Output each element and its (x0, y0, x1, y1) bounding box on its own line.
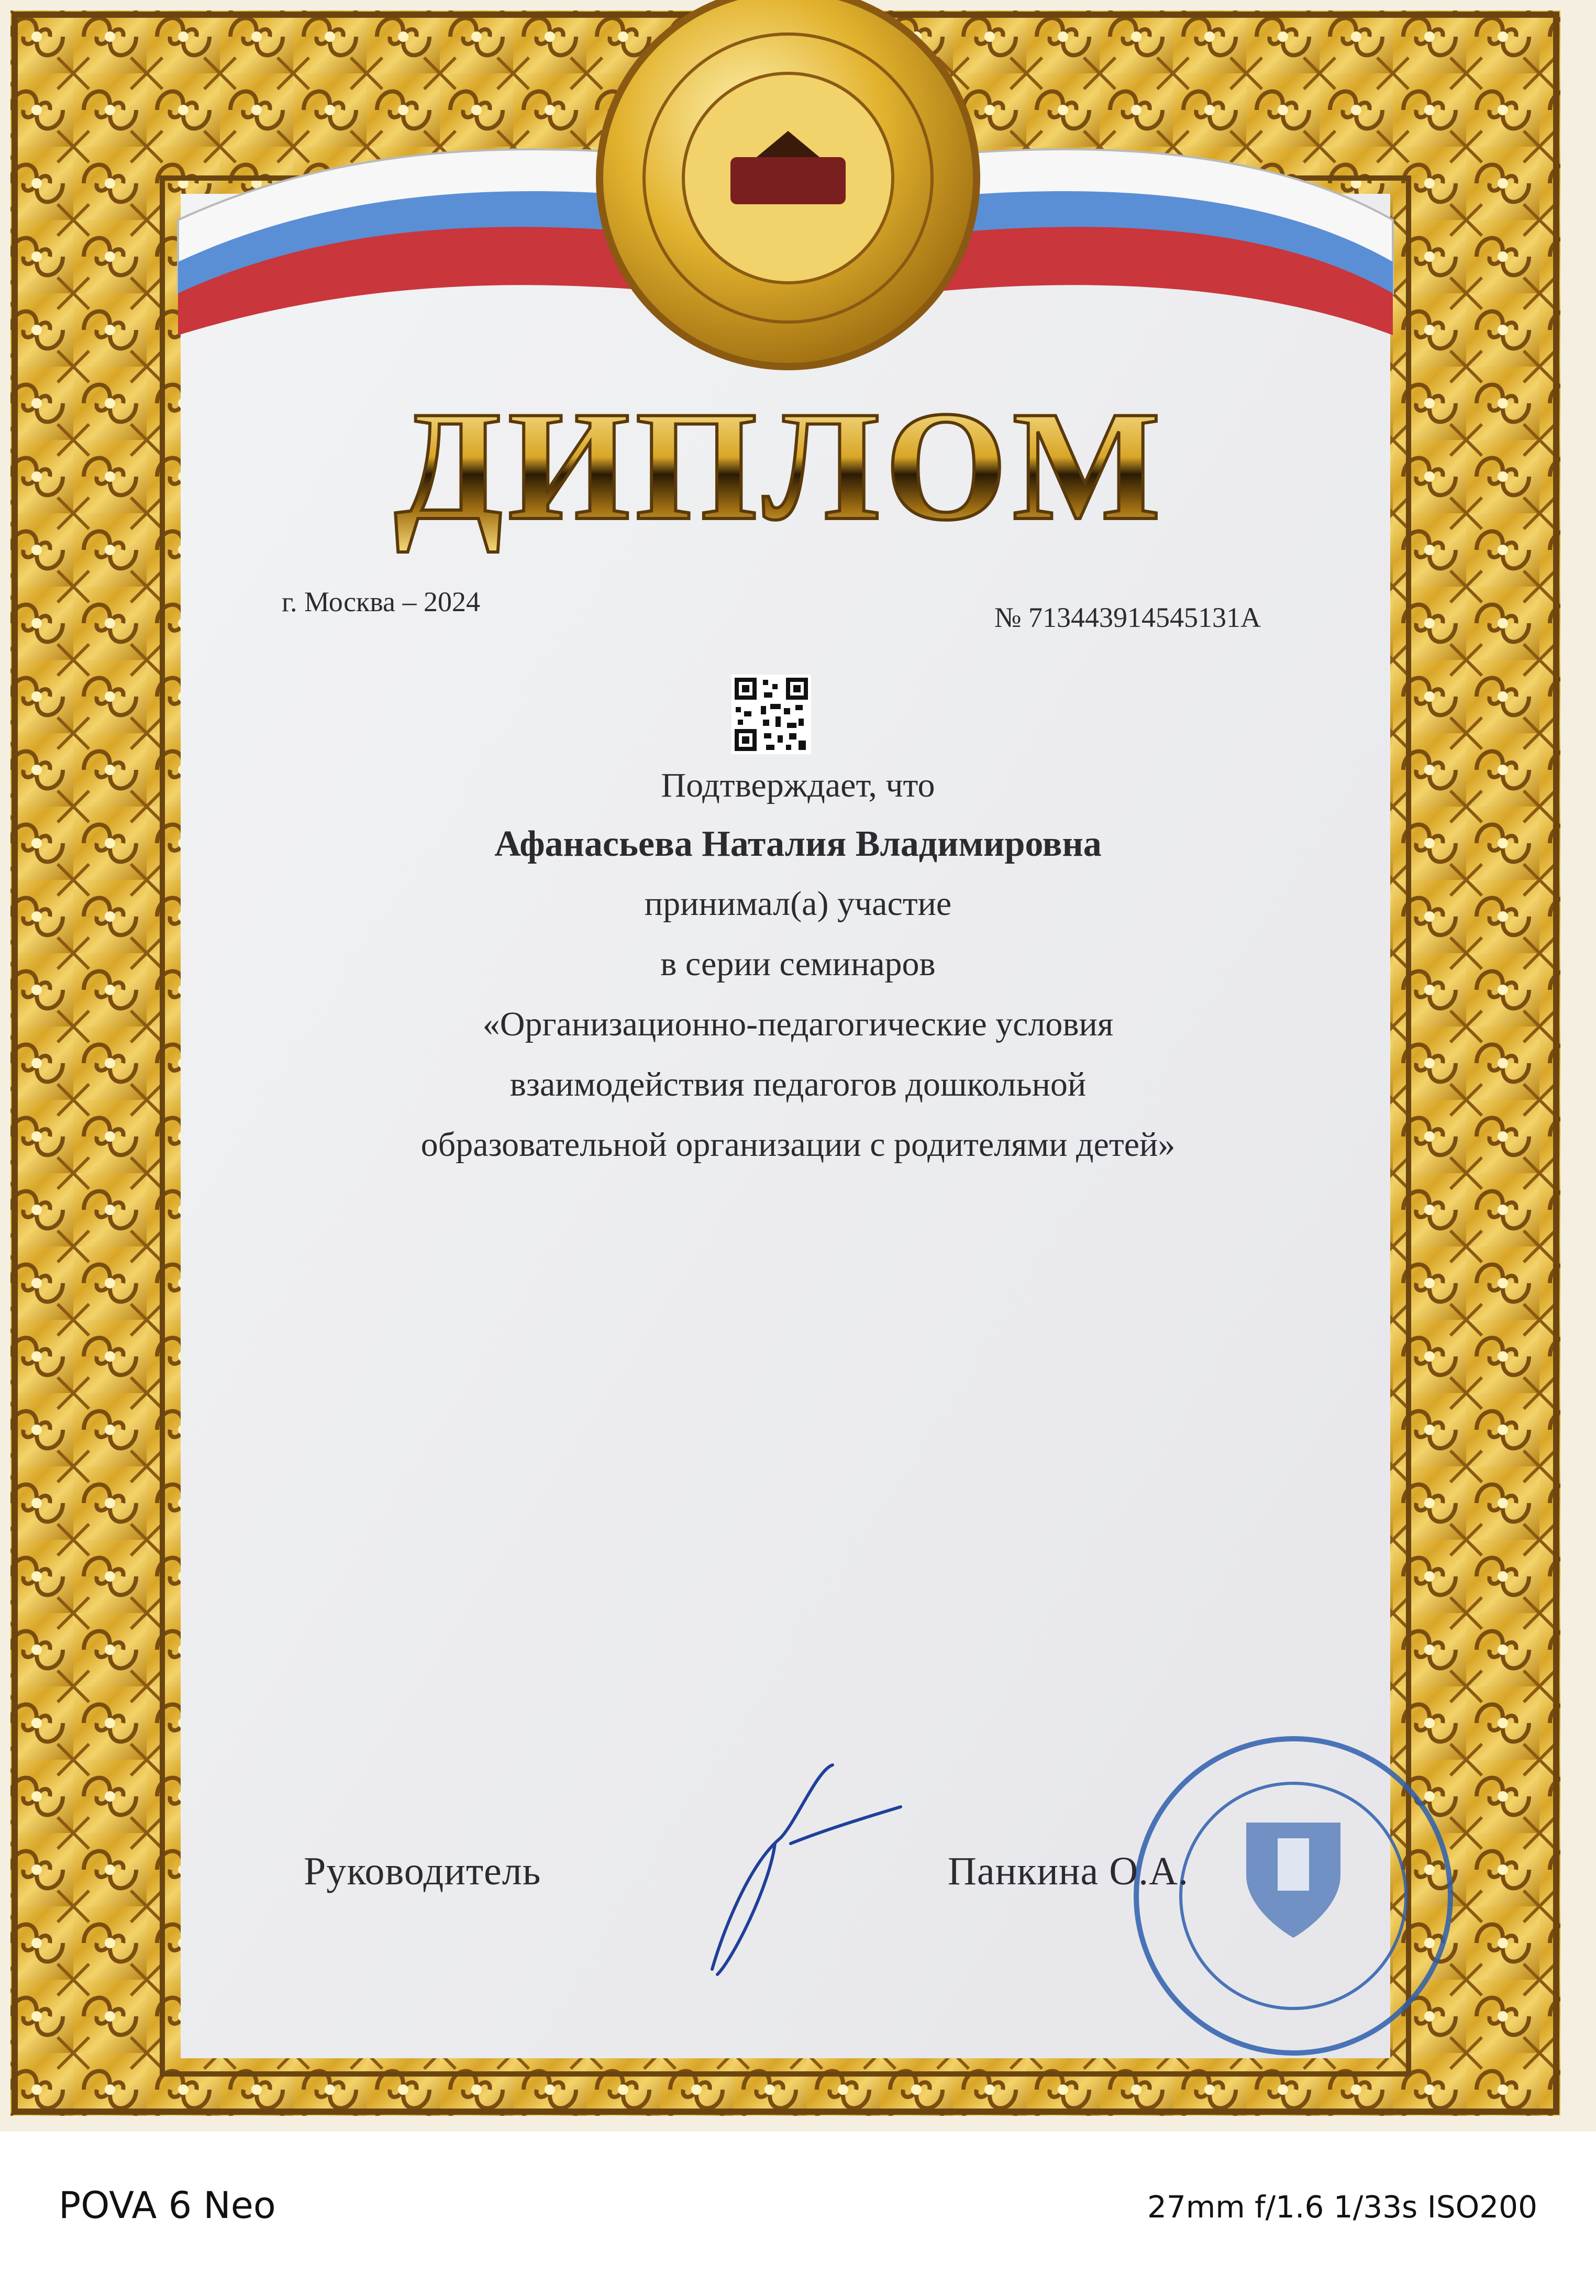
topic-line: взаимодействия педагогов дошкольной (509, 1065, 1087, 1103)
recipient-name: Афанасьева Наталия Владимировна (494, 824, 1102, 864)
signer-name: Панкина О.А. (948, 1849, 1189, 1893)
diploma-number: № 713443914545131А (994, 602, 1261, 633)
diploma-title: ДИПЛОМ (394, 379, 1166, 553)
signature-role-label: Руководитель (304, 1849, 541, 1893)
confirms-text: Подтверждает, что (661, 766, 935, 804)
camera-model-label: POVA 6 Neo (59, 2184, 276, 2227)
participation-text: принимал(а) участие (644, 885, 952, 923)
camera-params-label: 27mm f/1.6 1/33s ISO200 (1147, 2189, 1537, 2225)
topic-line: образовательной организации с родителями детей» (420, 1125, 1176, 1164)
series-text: в серии семинаров (660, 945, 936, 983)
city-year-text: г. Москва – 2024 (282, 586, 481, 617)
topic-line: «Организационно-педагогические условия (482, 1005, 1114, 1043)
